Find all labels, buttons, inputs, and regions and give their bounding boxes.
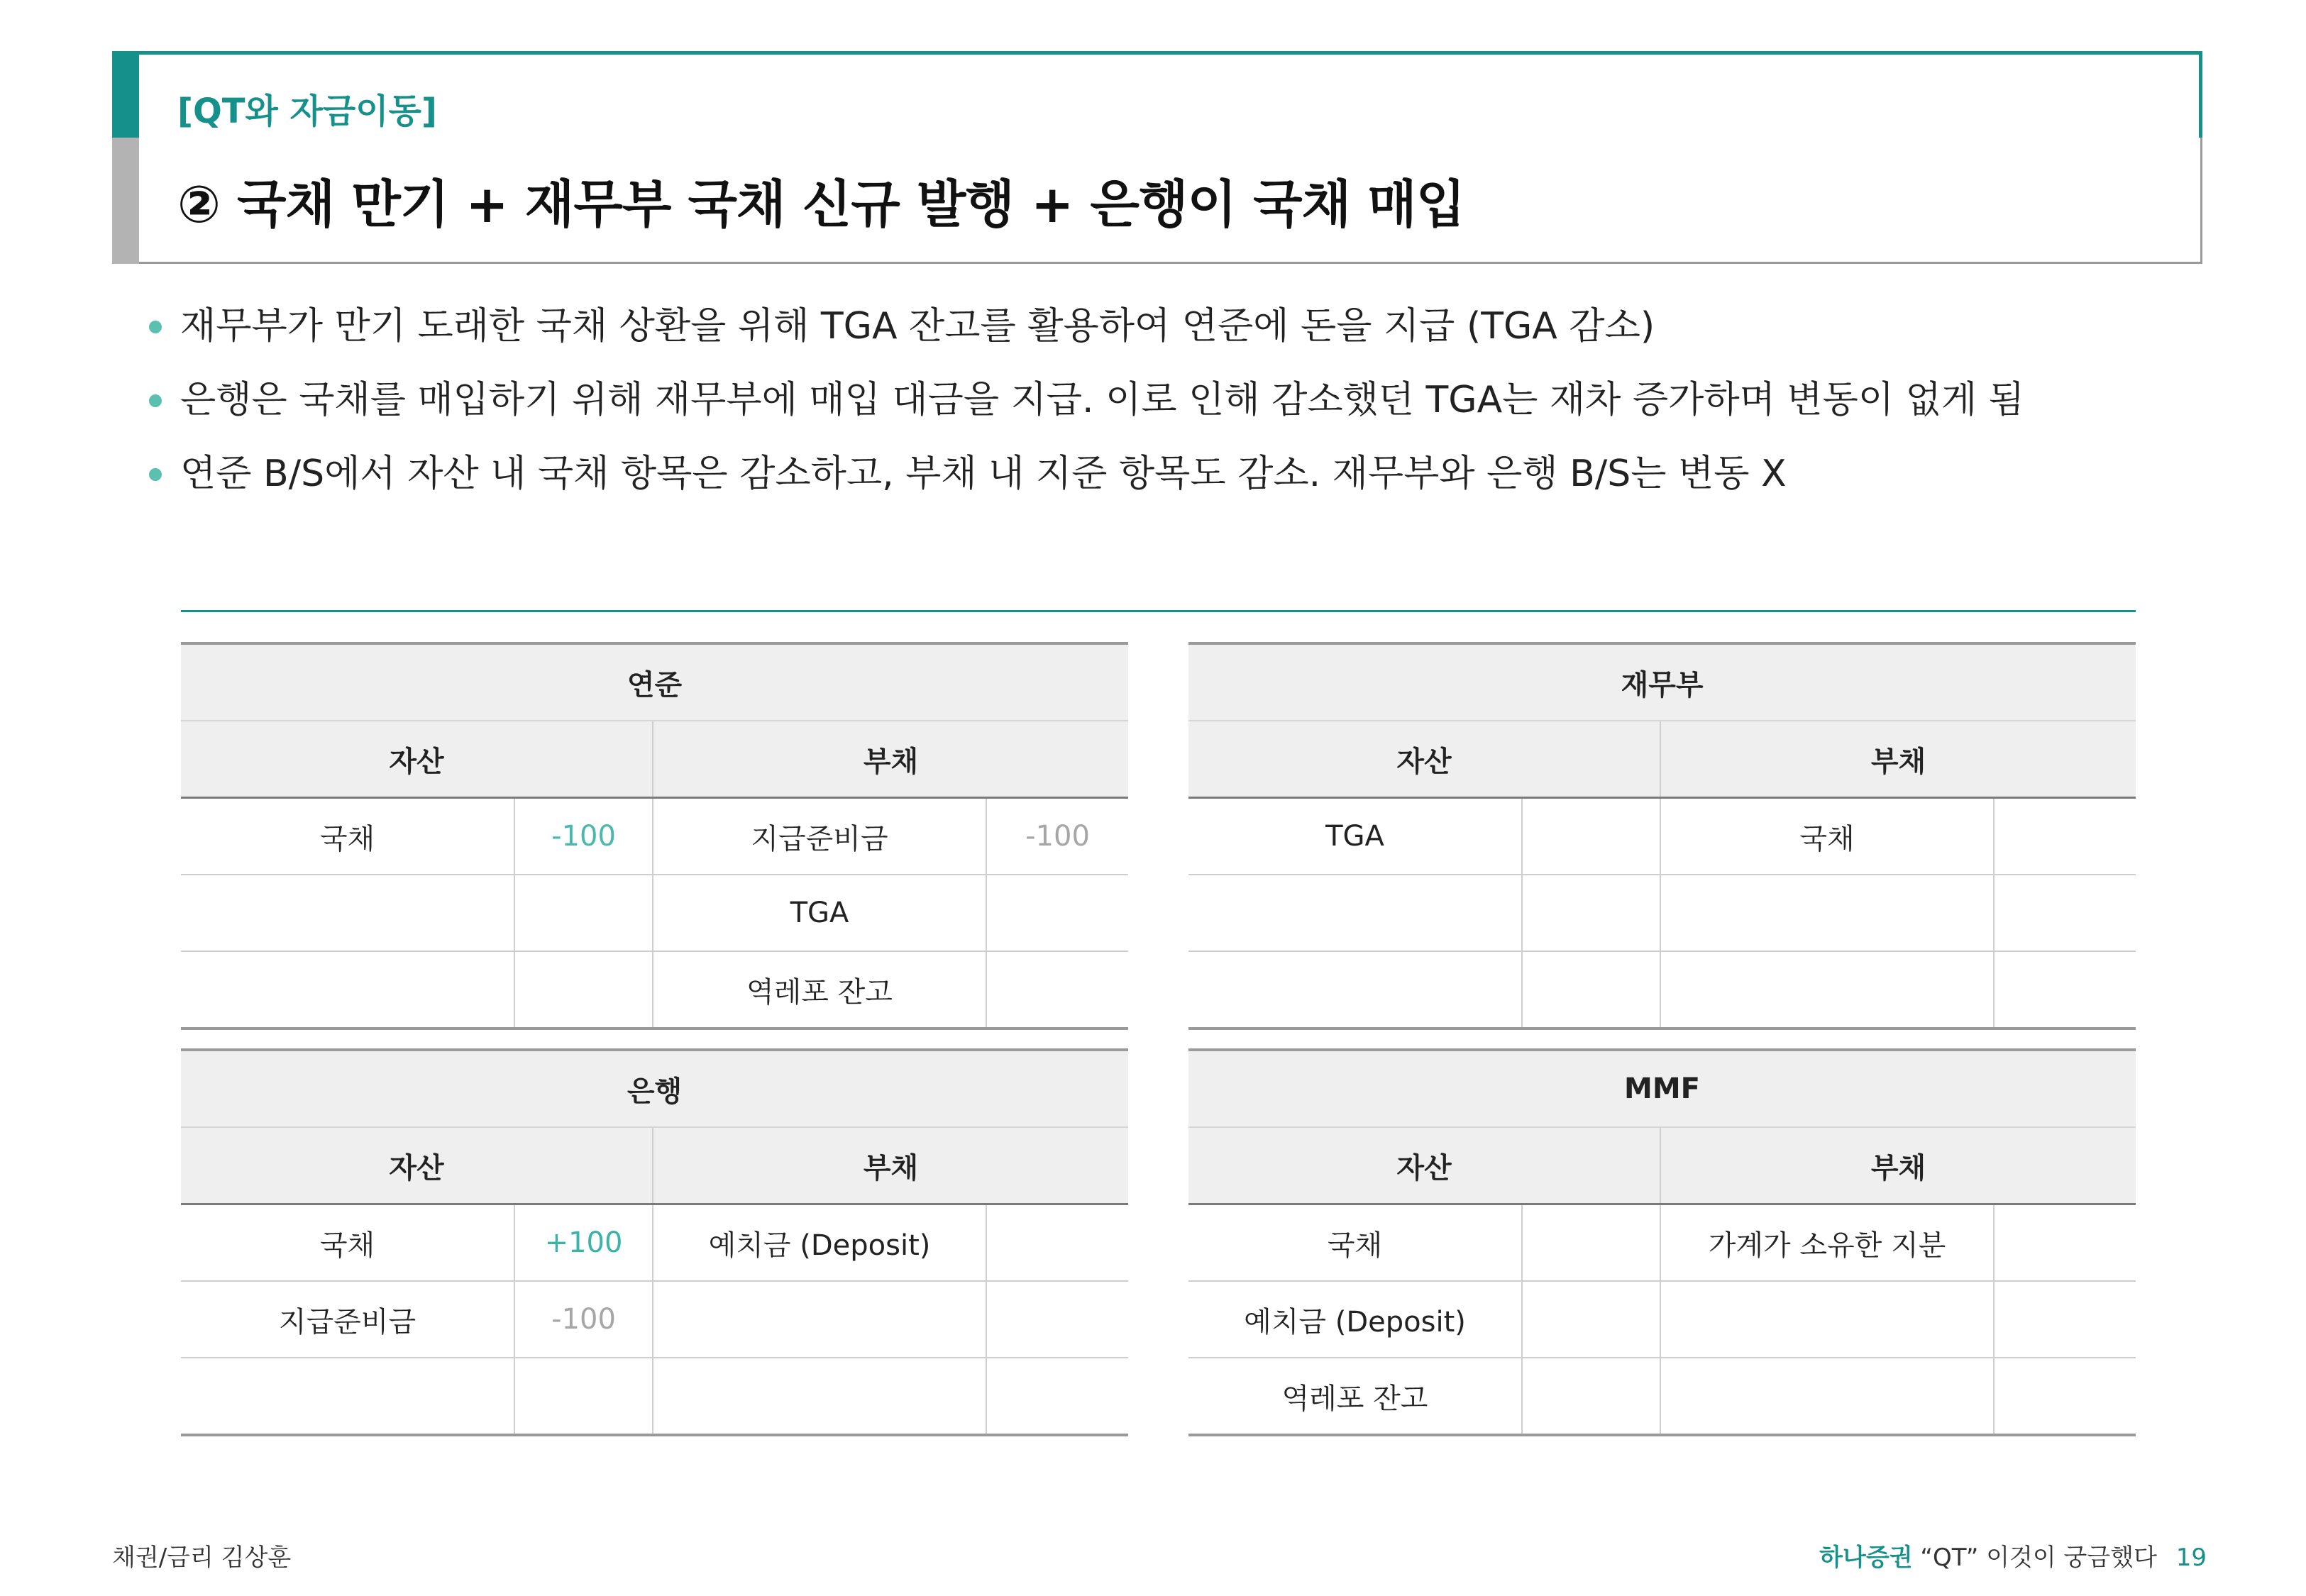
asset-value: -100 xyxy=(514,798,653,875)
asset-value xyxy=(1522,798,1660,875)
footer-publication xyxy=(1819,1538,2207,1573)
bank-balance-sheet xyxy=(181,1048,1128,1436)
section-divider xyxy=(181,610,2136,612)
asset-value xyxy=(514,1358,653,1435)
footer-author: 채권/금리 김상훈 xyxy=(112,1544,292,1572)
liability-value xyxy=(986,1358,1128,1435)
table-row xyxy=(1188,875,2136,951)
asset-value: +100 xyxy=(514,1204,653,1282)
liability-value: -100 xyxy=(986,798,1128,875)
liability-item xyxy=(653,1281,986,1358)
table-title: MMF xyxy=(1188,1050,2136,1127)
asset-item xyxy=(181,875,514,951)
liability-item xyxy=(1660,875,1994,951)
table-row xyxy=(181,1204,1128,1282)
liability-value xyxy=(1994,875,2136,951)
bullet-item xyxy=(149,305,2024,379)
asset-item xyxy=(1188,875,1522,951)
liability-value xyxy=(1994,1281,2136,1358)
table-row xyxy=(1188,951,2136,1029)
bullet-text: 재무부가 만기 도래한 국채 상환을 위해 TGA 잔고를 활용하여 연준에 돈을 지급 (TGA 감소) xyxy=(180,305,1655,348)
table-row xyxy=(1188,1281,2136,1358)
asset-item: 지급준비금 xyxy=(181,1281,514,1358)
bullet-item xyxy=(149,379,2024,453)
asset-item xyxy=(181,951,514,1029)
asset-value xyxy=(1522,1281,1660,1358)
table-row xyxy=(181,1281,1128,1358)
liability-value xyxy=(1994,1358,2136,1435)
liability-item xyxy=(1660,1358,1994,1435)
liability-value xyxy=(1994,798,2136,875)
liability-item: 지급준비금 xyxy=(653,798,986,875)
footer-tagline: “QT” 이것이 궁금했다 xyxy=(1920,1544,2157,1572)
liability-item xyxy=(1660,951,1994,1029)
treasury-balance-sheet xyxy=(1188,642,2136,1030)
liability-item: 예치금 (Deposit) xyxy=(653,1204,986,1282)
asset-value xyxy=(1522,875,1660,951)
page-title: ② 국채 만기 + 재무부 국채 신규 발행 + 은행이 국채 매입 xyxy=(177,174,1465,234)
fed-balance-sheet xyxy=(181,642,1128,1030)
liability-header: 부채 xyxy=(1660,1127,2136,1204)
table-title: 은행 xyxy=(181,1050,1128,1127)
asset-header: 자산 xyxy=(1188,1127,1660,1204)
asset-value xyxy=(514,951,653,1029)
asset-header: 자산 xyxy=(1188,721,1660,798)
asset-header: 자산 xyxy=(181,1127,653,1204)
table-row xyxy=(181,1358,1128,1435)
asset-item: 역레포 잔고 xyxy=(1188,1358,1522,1435)
liability-item: 역레포 잔고 xyxy=(653,951,986,1029)
asset-value xyxy=(1522,1358,1660,1435)
table-row xyxy=(1188,1204,2136,1282)
liability-value xyxy=(986,1281,1128,1358)
liability-value xyxy=(986,1204,1128,1282)
bullet-text: 연준 B/S에서 자산 내 국채 항목은 감소하고, 부채 내 지준 항목도 감소. 재무부와 은행 B/S는 변동 X xyxy=(180,453,1787,495)
asset-item: 국채 xyxy=(181,798,514,875)
asset-item: TGA xyxy=(1188,798,1522,875)
bullet-dot-icon xyxy=(149,321,162,333)
table-row xyxy=(181,798,1128,875)
table-title: 재무부 xyxy=(1188,643,2136,721)
liability-header: 부채 xyxy=(653,1127,1128,1204)
table-row xyxy=(1188,798,2136,875)
bullet-text: 은행은 국채를 매입하기 위해 재무부에 매입 대금을 지급. 이로 인해 감소했던 TGA는 재차 증가하며 변동이 없게 됨 xyxy=(180,379,2024,421)
asset-value xyxy=(1522,1204,1660,1282)
liability-item: TGA xyxy=(653,875,986,951)
liability-header: 부채 xyxy=(653,721,1128,798)
bullet-dot-icon xyxy=(149,468,162,481)
table-title: 연준 xyxy=(181,643,1128,721)
page-number: 19 xyxy=(2175,1544,2207,1572)
table-row xyxy=(181,875,1128,951)
table-row xyxy=(181,951,1128,1029)
section-kicker: [QT와 자금이동] xyxy=(177,92,437,131)
footer-brand: 하나증권 xyxy=(1819,1544,1913,1572)
bullet-list xyxy=(149,305,2024,526)
liability-value xyxy=(986,951,1128,1029)
mmf-balance-sheet xyxy=(1188,1048,2136,1436)
header-top-line xyxy=(112,51,2202,55)
bullet-dot-icon xyxy=(149,394,162,407)
asset-item xyxy=(1188,951,1522,1029)
header-right-accent xyxy=(2199,51,2202,138)
liability-value xyxy=(1994,1204,2136,1282)
liability-item xyxy=(1660,1281,1994,1358)
asset-item: 국채 xyxy=(181,1204,514,1282)
table-row xyxy=(1188,1358,2136,1435)
asset-value xyxy=(514,875,653,951)
liability-item: 국채 xyxy=(1660,798,1994,875)
bullet-item xyxy=(149,453,2024,526)
liability-item: 가계가 소유한 지분 xyxy=(1660,1204,1994,1282)
asset-item xyxy=(181,1358,514,1435)
liability-value xyxy=(986,875,1128,951)
asset-header: 자산 xyxy=(181,721,653,798)
asset-item: 예치금 (Deposit) xyxy=(1188,1281,1522,1358)
header-side-bar xyxy=(112,138,139,264)
liability-item xyxy=(653,1358,986,1435)
liability-header: 부채 xyxy=(1660,721,2136,798)
header-accent-bar xyxy=(112,51,139,138)
asset-value xyxy=(1522,951,1660,1029)
asset-value: -100 xyxy=(514,1281,653,1358)
liability-value xyxy=(1994,951,2136,1029)
asset-item: 국채 xyxy=(1188,1204,1522,1282)
